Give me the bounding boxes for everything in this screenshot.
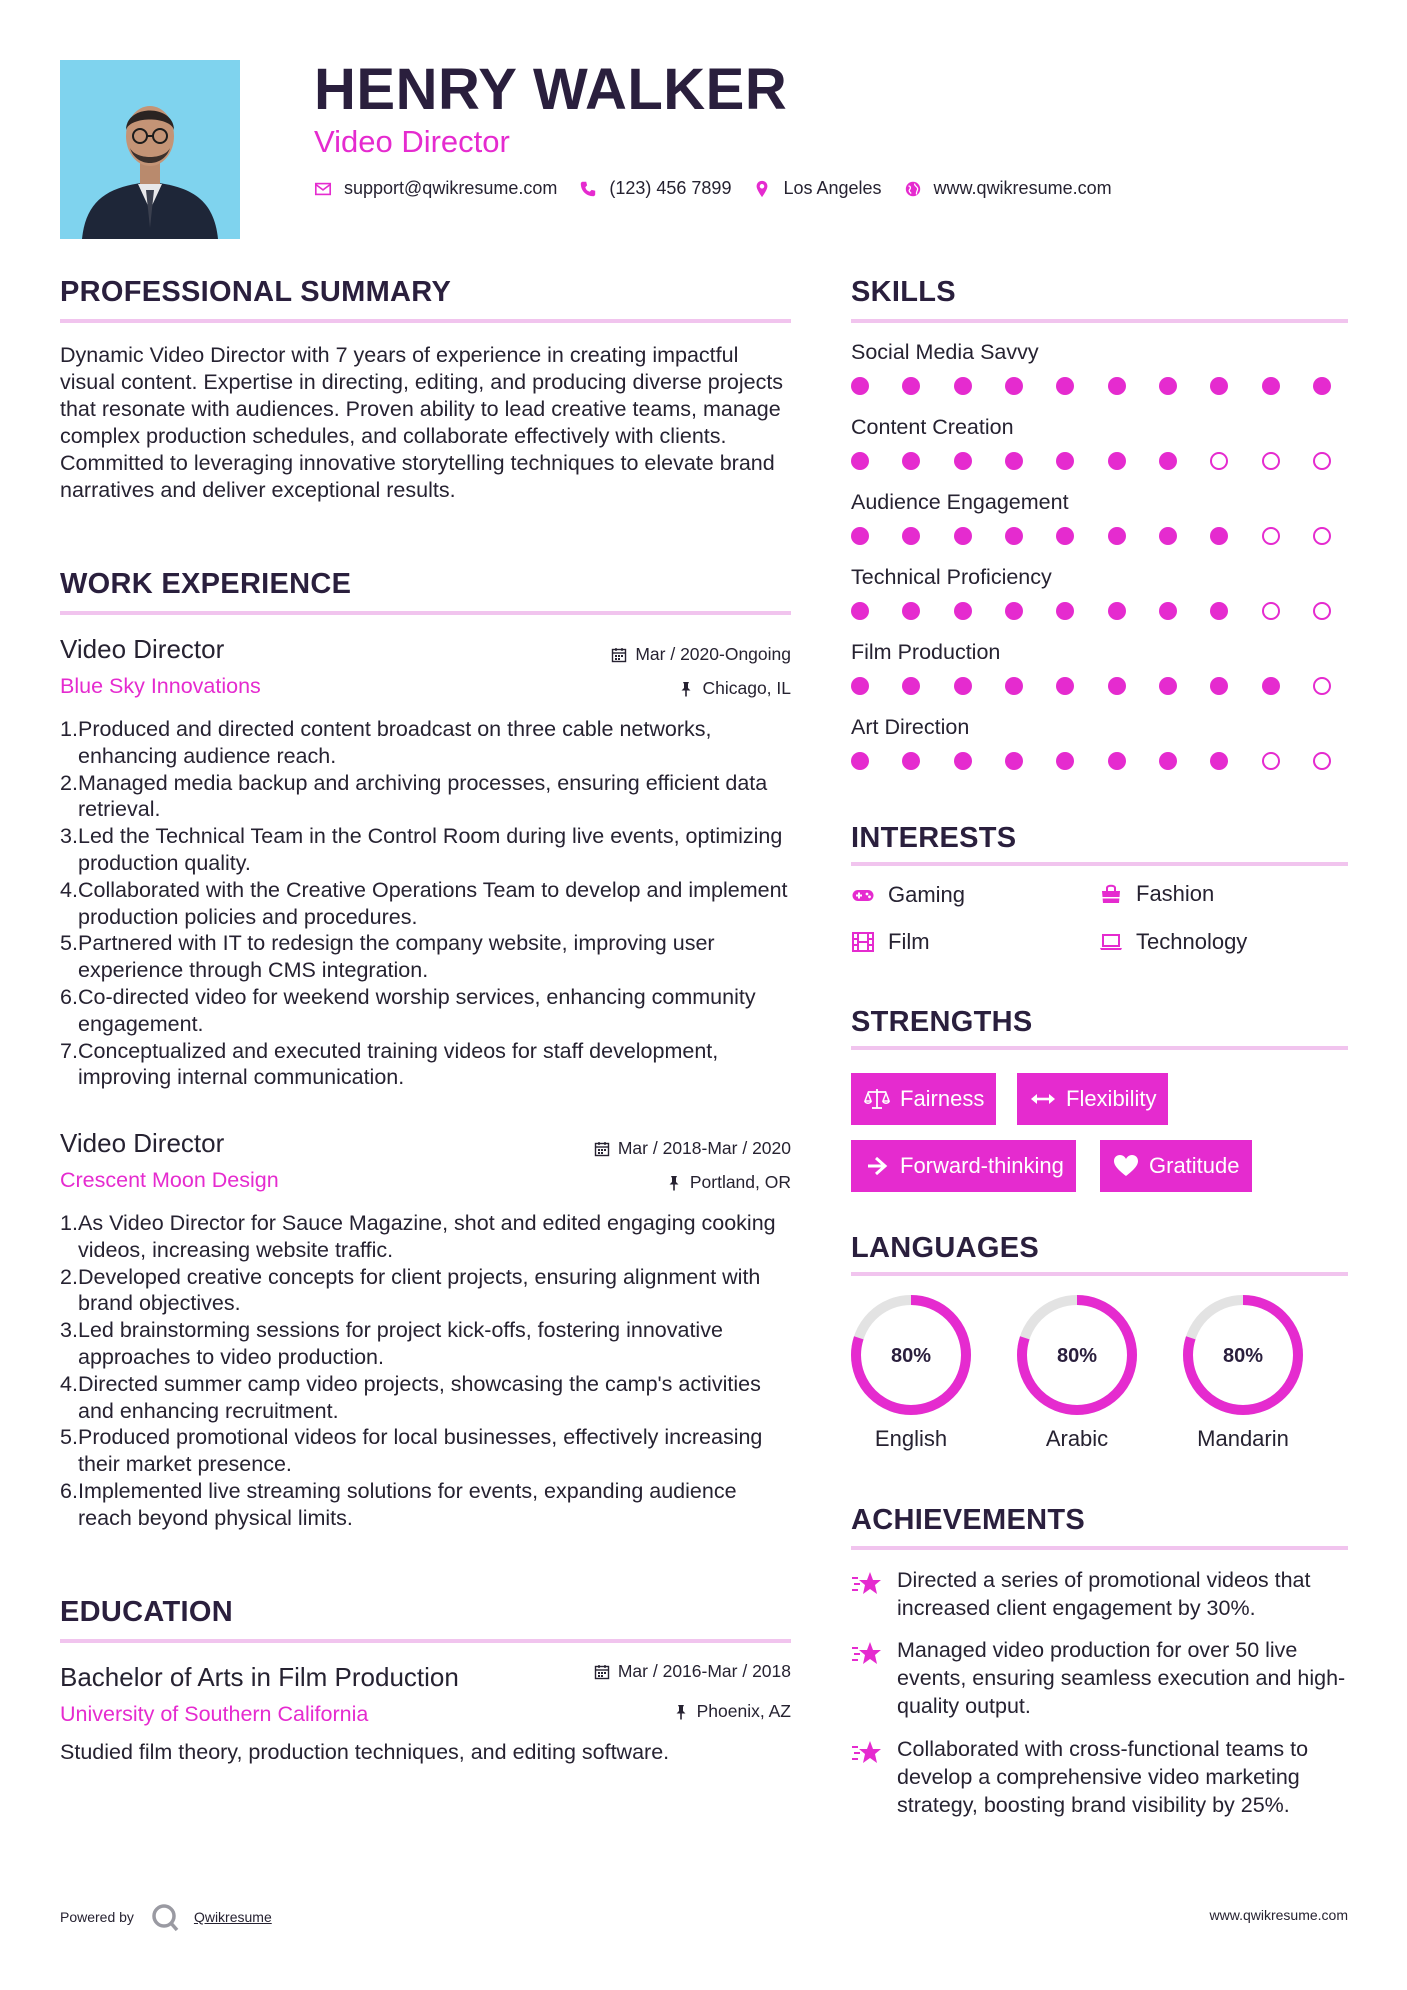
- rating-dot-empty: [1313, 677, 1331, 695]
- calendar-icon: [611, 647, 627, 663]
- strength-tag-flexibility: Flexibility: [1017, 1073, 1168, 1125]
- strength-tag-gratitude: Gratitude: [1100, 1140, 1252, 1192]
- rating-dot-filled: [1005, 602, 1023, 620]
- skill-rating: [851, 527, 1331, 545]
- rating-dot-filled: [902, 527, 920, 545]
- job-2-dates: [594, 1138, 791, 1159]
- rating-dot-empty: [1262, 452, 1280, 470]
- education-location: [673, 1701, 791, 1722]
- rating-dot-filled: [1210, 527, 1228, 545]
- rating-dot-filled: [1159, 527, 1177, 545]
- skill-row: [851, 565, 1341, 640]
- contact-phone-text: (123) 456 7899: [609, 178, 732, 198]
- rating-dot-filled: [1313, 377, 1331, 395]
- rating-dot-filled: [1005, 452, 1023, 470]
- rating-dot-filled: [902, 452, 920, 470]
- rating-dot-filled: [1262, 377, 1280, 395]
- shopping-bag-icon: [1099, 882, 1123, 906]
- rating-dot-filled: [851, 452, 869, 470]
- rating-dot-filled: [1108, 602, 1126, 620]
- interest-gaming: Gaming: [851, 882, 965, 908]
- rating-dot-empty: [1262, 602, 1280, 620]
- language-item: [850, 1294, 972, 1452]
- skills-heading: SKILLS: [851, 276, 956, 308]
- rating-dot-filled: [902, 602, 920, 620]
- education-dates-text: Mar / 2016-Mar / 2018: [617, 1661, 791, 1681]
- rating-dot-filled: [1159, 752, 1177, 770]
- achievements-heading: ACHIEVEMENTS: [851, 1504, 1086, 1536]
- rating-dot-filled: [851, 602, 869, 620]
- achievement-item: Collaborated with cross-functional teams to develop a comprehensive video marketing strategy, boosting brand visibility by 25%.: [851, 1735, 1346, 1819]
- envelope-icon: [314, 180, 332, 198]
- list-item: 6. Implemented live streaming solutions for events, expanding audience reach beyond physical limits.: [60, 1478, 737, 1530]
- contact-website[interactable]: [904, 178, 1112, 199]
- education-dates: [594, 1661, 791, 1682]
- job-2-location: [666, 1172, 791, 1193]
- rating-dot-filled: [1056, 752, 1074, 770]
- achievements-divider: [851, 1546, 1348, 1550]
- calendar-icon: [594, 1664, 610, 1680]
- education-divider: [60, 1639, 791, 1643]
- skill-row: [851, 340, 1341, 415]
- pushpin-icon: [673, 1704, 689, 1720]
- list-item: 5. Produced promotional videos for local businesses, effectively increasing their market presence.: [60, 1425, 763, 1477]
- list-item: 3. Led brainstorming sessions for project kick-offs, fostering innovative approaches to video production.: [60, 1318, 723, 1369]
- rating-dot-filled: [851, 677, 869, 695]
- language-item: [1016, 1294, 1138, 1452]
- rating-dot-filled: [954, 752, 972, 770]
- list-item: 7. Conceptualized and executed training videos for staff development, improving internal communication.: [60, 1038, 719, 1090]
- rating-dot-filled: [851, 527, 869, 545]
- person-portrait-icon: [60, 60, 240, 239]
- language-percent-label: 80%: [1056, 1345, 1098, 1367]
- education-description: Studied film theory, production techniques, and editing software.: [60, 1740, 670, 1764]
- contact-bar: [314, 178, 1134, 199]
- rating-dot-filled: [1108, 452, 1126, 470]
- star-burst-icon: [851, 1639, 883, 1669]
- list-item: 2. Developed creative concepts for client projects, ensuring alignment with brand objectives.: [60, 1264, 761, 1316]
- contact-website-text: www.qwikresume.com: [933, 178, 1112, 198]
- experience-heading: WORK EXPERIENCE: [60, 568, 352, 600]
- skill-label: Technical Proficiency: [851, 565, 1052, 589]
- gamepad-icon: [851, 883, 875, 907]
- footer-website[interactable]: www.qwikresume.com: [1209, 1907, 1348, 1923]
- skill-row: [851, 415, 1341, 490]
- strengths-divider: [851, 1046, 1348, 1050]
- strengths-heading: STRENGTHS: [851, 1006, 1033, 1038]
- list-item: 6. Co-directed video for weekend worship services, enhancing community engagement.: [60, 984, 756, 1036]
- rating-dot-filled: [1210, 677, 1228, 695]
- languages-heading: LANGUAGES: [851, 1232, 1039, 1264]
- rating-dot-filled: [1108, 527, 1126, 545]
- rating-dot-filled: [954, 677, 972, 695]
- rating-dot-filled: [902, 377, 920, 395]
- languages-divider: [851, 1272, 1348, 1276]
- qwikresume-logo-icon: [150, 1902, 180, 1932]
- globe-icon: [904, 180, 922, 198]
- skill-row: [851, 490, 1341, 565]
- skill-rating: [851, 452, 1331, 470]
- achievement-item: Directed a series of promotional videos that increased client engagement by 30%.: [851, 1566, 1346, 1622]
- heart-icon: [1113, 1153, 1139, 1179]
- summary-heading: PROFESSIONAL SUMMARY: [60, 276, 452, 308]
- arrow-right-icon: [864, 1153, 890, 1179]
- job-2-title: Video Director: [60, 1128, 225, 1158]
- achievement-item: Managed video production for over 50 live events, ensuring seamless execution and high-quality output.: [851, 1636, 1346, 1720]
- list-item: 4. Collaborated with the Creative Operations Team to develop and implement production policies and procedures.: [60, 877, 788, 929]
- rating-dot-filled: [851, 377, 869, 395]
- language-name: English: [874, 1426, 948, 1451]
- list-item: 1. Produced and directed content broadcast on three cable networks, enhancing audience reach.: [60, 717, 712, 768]
- strength-tag-fairness: Fairness: [851, 1073, 996, 1125]
- education-heading: EDUCATION: [60, 1596, 233, 1628]
- skill-label: Content Creation: [851, 415, 1014, 439]
- rating-dot-filled: [1005, 752, 1023, 770]
- experience-divider: [60, 611, 791, 615]
- calendar-icon: [594, 1141, 610, 1157]
- job-2-location-text: Portland, OR: [689, 1172, 791, 1192]
- job-2-bullet-list: [60, 1210, 795, 1532]
- rating-dot-empty: [1210, 452, 1228, 470]
- interest-film: Film: [851, 929, 930, 955]
- language-progress-ring: [1016, 1294, 1138, 1416]
- profile-photo: [60, 60, 240, 239]
- summary-divider: [60, 319, 791, 323]
- language-name: Arabic: [1045, 1426, 1109, 1451]
- rating-dot-filled: [1159, 377, 1177, 395]
- rating-dot-filled: [1210, 602, 1228, 620]
- rating-dot-empty: [1313, 602, 1331, 620]
- job-2-dates-text: Mar / 2018-Mar / 2020: [617, 1138, 791, 1158]
- interests-divider: [851, 862, 1348, 866]
- list-item: 5. Partnered with IT to redesign the company website, improving user experience through CMS integration.: [60, 931, 715, 983]
- rating-dot-filled: [1159, 677, 1177, 695]
- pushpin-icon: [666, 1175, 682, 1191]
- skill-rating: [851, 602, 1331, 620]
- job-1-location-text: Chicago, IL: [702, 678, 791, 698]
- contact-location-text: Los Angeles: [783, 178, 882, 198]
- education-location-text: Phoenix, AZ: [696, 1701, 791, 1721]
- rating-dot-filled: [1210, 752, 1228, 770]
- rating-dot-filled: [851, 752, 869, 770]
- rating-dot-filled: [1005, 527, 1023, 545]
- skill-label: Film Production: [851, 640, 1001, 664]
- language-percent-label: 80%: [1222, 1345, 1264, 1367]
- star-burst-icon: [851, 1569, 883, 1599]
- star-burst-icon: [851, 1738, 883, 1768]
- skill-row: [851, 715, 1341, 790]
- rating-dot-filled: [1159, 602, 1177, 620]
- list-item: 1. As Video Director for Sauce Magazine, shot and edited engaging cooking videos, increasing website traffic.: [60, 1211, 776, 1262]
- pushpin-icon: [678, 681, 694, 697]
- language-name: Mandarin: [1197, 1426, 1289, 1451]
- skill-row: [851, 640, 1341, 715]
- rating-dot-filled: [1056, 602, 1074, 620]
- interests-heading: INTERESTS: [851, 822, 1017, 854]
- job-1-location: [678, 678, 791, 699]
- language-progress-ring: [1182, 1294, 1304, 1416]
- balance-scale-icon: [864, 1086, 890, 1112]
- contact-phone[interactable]: [579, 178, 731, 199]
- phone-icon: [579, 180, 597, 198]
- skill-rating: [851, 677, 1331, 695]
- skill-label: Art Direction: [851, 715, 970, 739]
- rating-dot-filled: [1159, 452, 1177, 470]
- rating-dot-filled: [954, 377, 972, 395]
- rating-dot-filled: [954, 452, 972, 470]
- rating-dot-filled: [1005, 677, 1023, 695]
- rating-dot-filled: [1056, 527, 1074, 545]
- job-1-bullet-list: [60, 716, 795, 1091]
- contact-location: [753, 178, 881, 199]
- job-1-title: Video Director: [60, 634, 225, 664]
- job-1-company: Blue Sky Innovations: [60, 674, 261, 698]
- rating-dot-filled: [902, 677, 920, 695]
- education-degree: Bachelor of Arts in Film Production: [60, 1662, 459, 1692]
- rating-dot-filled: [1108, 752, 1126, 770]
- rating-dot-filled: [1056, 377, 1074, 395]
- list-item: 4. Directed summer camp video projects, showcasing the camp's activities and enhancing recruitment.: [60, 1371, 761, 1423]
- language-progress-ring: [850, 1294, 972, 1416]
- candidate-role: Video Director: [314, 124, 510, 159]
- rating-dot-filled: [1056, 452, 1074, 470]
- list-item: 2. Managed media backup and archiving processes, ensuring efficient data retrieval.: [60, 770, 768, 822]
- candidate-name: HENRY WALKER: [314, 57, 788, 122]
- job-1-dates-text: Mar / 2020-Ongoing: [635, 644, 791, 664]
- rating-dot-filled: [1210, 377, 1228, 395]
- list-item: 3. Led the Technical Team in the Control Room during live events, optimizing production quality.: [60, 824, 783, 875]
- strength-tag-forward-thinking: Forward-thinking: [851, 1140, 1076, 1192]
- job-2-company: Crescent Moon Design: [60, 1168, 279, 1192]
- skill-rating: [851, 377, 1331, 395]
- rating-dot-empty: [1313, 452, 1331, 470]
- contact-email[interactable]: [314, 178, 557, 199]
- rating-dot-empty: [1313, 527, 1331, 545]
- rating-dot-filled: [1262, 677, 1280, 695]
- film-icon: [851, 930, 875, 954]
- skills-divider: [851, 319, 1348, 323]
- contact-email-text: support@qwikresume.com: [344, 178, 558, 198]
- rating-dot-filled: [1056, 677, 1074, 695]
- rating-dot-filled: [902, 752, 920, 770]
- rating-dot-filled: [1108, 377, 1126, 395]
- laptop-icon: [1099, 930, 1123, 954]
- map-pin-icon: [753, 180, 771, 198]
- skill-label: Social Media Savvy: [851, 340, 1039, 364]
- footer-powered-by: Powered by Qwikresume: [60, 1902, 272, 1932]
- rating-dot-empty: [1313, 752, 1331, 770]
- rating-dot-empty: [1262, 752, 1280, 770]
- language-item: [1182, 1294, 1304, 1452]
- rating-dot-filled: [954, 602, 972, 620]
- interest-technology: Technology: [1099, 929, 1247, 955]
- rating-dot-empty: [1262, 527, 1280, 545]
- rating-dot-filled: [1005, 377, 1023, 395]
- arrows-horizontal-icon: [1030, 1086, 1056, 1112]
- languages-list: [850, 1294, 1304, 1452]
- skill-rating: [851, 752, 1331, 770]
- education-school: University of Southern California: [60, 1702, 369, 1726]
- rating-dot-filled: [1108, 677, 1126, 695]
- footer-brand-link[interactable]: Qwikresume: [193, 1909, 272, 1925]
- rating-dot-filled: [954, 527, 972, 545]
- skills-list: [851, 340, 1341, 790]
- interest-fashion: Fashion: [1099, 881, 1214, 907]
- language-percent-label: 80%: [890, 1345, 932, 1367]
- summary-text: Dynamic Video Director with 7 years of experience in creating impactful visual content. Expertise in directing, editing, and producing diverse projects that resonate with audiences. Proven ability to lead creative teams, manage complex production schedules, and collaborate effectively with clients. Committed to leveraging innovative storytelling techniques to elevate brand narratives and deliver exceptional results.: [60, 343, 784, 502]
- job-1-dates: [611, 644, 791, 665]
- skill-label: Audience Engagement: [851, 490, 1069, 514]
